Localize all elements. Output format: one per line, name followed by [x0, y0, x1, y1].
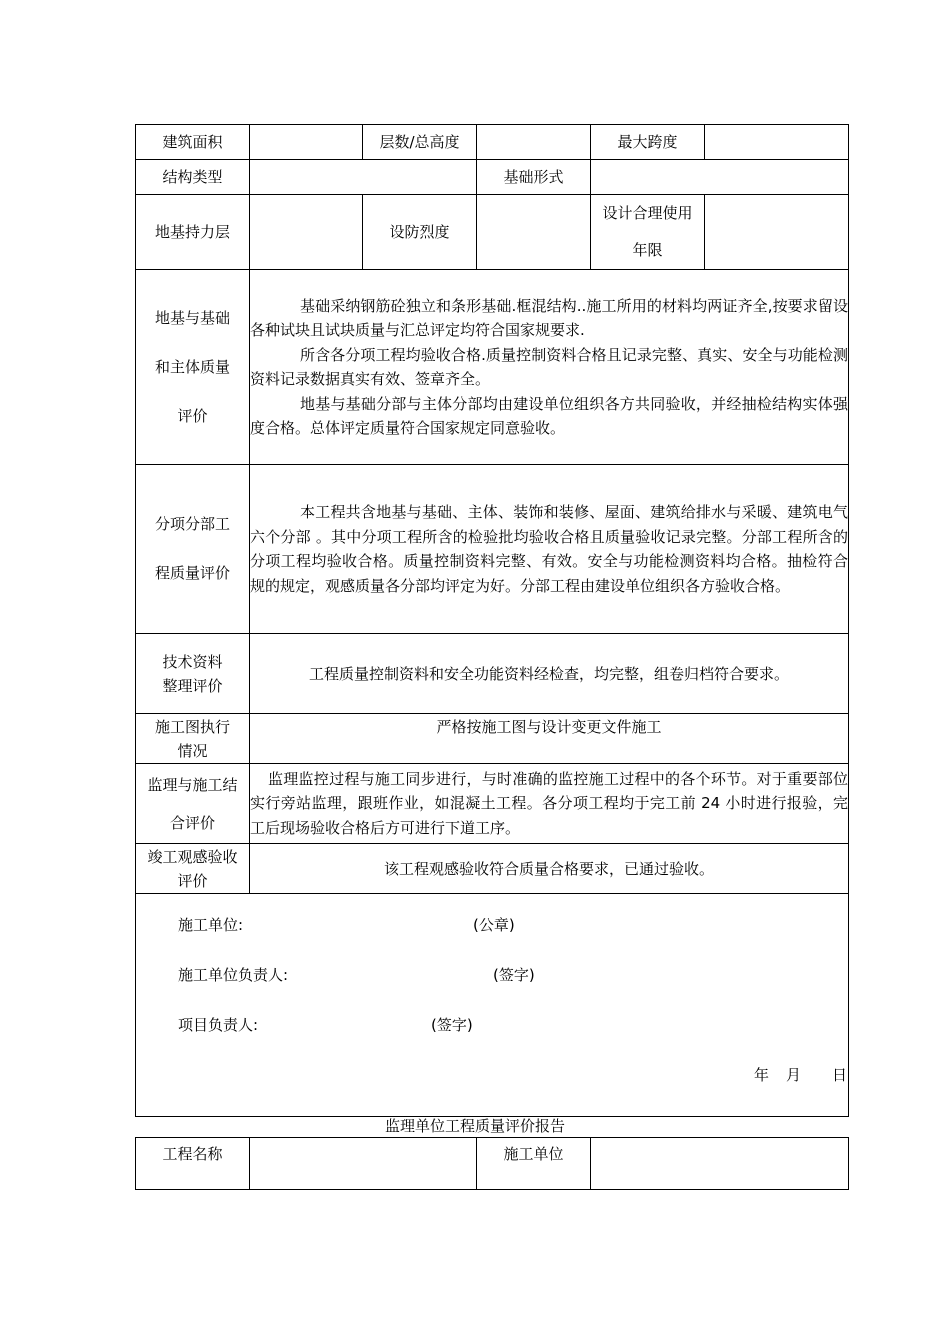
value-seismic-intensity [477, 195, 591, 270]
drawing-execution-text: 严格按施工图与设计变更文件施工 [250, 714, 849, 764]
label-bearing-layer: 地基持力层 [136, 195, 250, 270]
project-head-signature-label: (签字) [431, 1016, 473, 1034]
foundation-label-line3: 评价 [177, 406, 208, 425]
label-structure-type: 结构类型 [136, 160, 250, 195]
division-paragraph: 本工程共含地基与基础、主体、装饰和装修、屋面、建筑给排水与采暖、建筑电气六个分部 。其中分项工程所含的检验批均验收合格且质量验收记录完整。分部工程所含的分项工程均验收合格。质量控制资料完整、有效。安全与功能检测资料均合格。抽检符合规的规定，观感质量各分部均评定为好。分部工程由建设单位组织各方验收合格。 [250, 503, 848, 595]
value-building-area [250, 125, 363, 160]
supervision-label-line2: 合评价 [169, 813, 215, 832]
unit-head-label: 施工单位负责人: [178, 966, 289, 984]
tech-label-line2: 整理评价 [162, 676, 223, 695]
label-construction-unit: 施工单位 [477, 1138, 591, 1190]
acceptance-label-line1: 竣工观感验收 [147, 847, 238, 866]
value-construction-unit [591, 1138, 849, 1190]
supervision-label-line1: 监理与施工结 [147, 775, 238, 794]
label-building-area: 建筑面积 [136, 125, 250, 160]
date-year: 年 [754, 1066, 770, 1084]
foundation-label-line1: 地基与基础 [154, 308, 230, 327]
label-foundation-quality [136, 270, 250, 465]
tech-evaluation-text: 工程质量控制资料和安全功能资料经检查，均完整，组卷归档符合要求。 [250, 634, 849, 714]
division-label-line2: 程质量评价 [154, 564, 230, 582]
label-design-life [591, 195, 705, 270]
label-acceptance [136, 844, 250, 894]
supervision-paragraph: 监理监控过程与施工同步进行，与时准确的监控施工过程中的各个环节。对于重要部位实行旁站监理，跟班作业，如混凝土工程。各分项工程均于完工前 24 小时进行报验，完工后现场验收合格后方可进行下道工序。 [250, 769, 848, 837]
label-project-name: 工程名称 [136, 1138, 250, 1190]
supervision-evaluation-text [250, 764, 849, 844]
value-bearing-layer [250, 195, 363, 270]
value-design-life [705, 195, 849, 270]
value-max-span [705, 125, 849, 160]
report-table [135, 1137, 849, 1190]
date-month: 月 [786, 1066, 802, 1084]
foundation-paragraph-3: 地基与基础分部与主体分部均由建设单位组织各方共同验收，并经抽检结构实体强度合格。总体评定质量符合国家规定同意验收。 [250, 394, 848, 437]
foundation-evaluation-text [250, 270, 849, 465]
tech-label-line1: 技术资料 [162, 652, 223, 671]
design-life-line1: 设计合理使用 [602, 204, 693, 222]
construction-unit-label: 施工单位: [178, 916, 244, 934]
value-foundation-type [591, 160, 849, 195]
label-floors-height: 层数/总高度 [363, 125, 477, 160]
label-division-quality [136, 465, 250, 634]
design-life-line2: 年限 [632, 241, 663, 259]
value-project-name [250, 1138, 477, 1190]
foundation-label-line2: 和主体质量 [154, 357, 230, 376]
project-head-label: 项目负责人: [178, 1016, 259, 1034]
label-foundation-type: 基础形式 [477, 160, 591, 195]
label-seismic-intensity: 设防烈度 [363, 195, 477, 270]
foundation-paragraph-1: 基础采纳钢筋砼独立和条形基础.框混结构..施工所用的材料均两证齐全,按要求留设各种试块且试块质量与汇总评定均符合国家规要求. [250, 296, 848, 339]
acceptance-label-line2: 评价 [177, 871, 208, 890]
unit-head-signature-label: (签字) [493, 966, 535, 984]
report-title: 监理单位工程质量评价报告 [384, 1117, 565, 1135]
value-structure-type [250, 160, 477, 195]
division-label-line1: 分项分部工 [154, 515, 230, 533]
drawing-label-line2: 情况 [177, 741, 208, 760]
label-supervision [136, 764, 250, 844]
label-max-span: 最大跨度 [591, 125, 705, 160]
division-evaluation-text [250, 465, 849, 634]
drawing-label-line1: 施工图执行 [154, 717, 230, 736]
label-drawing-execution [136, 714, 250, 764]
date-day: 日 [832, 1066, 848, 1084]
official-seal-label: (公章) [473, 916, 515, 934]
acceptance-evaluation-text: 该工程观感验收符合质量合格要求，已通过验收。 [250, 844, 849, 894]
label-tech-docs [136, 634, 250, 714]
value-floors-height [477, 125, 591, 160]
foundation-paragraph-2: 所含各分项工程均验收合格.质量控制资料合格且记录完整、真实、安全与功能检测资料记录数据真实有效、签章齐全。 [250, 345, 848, 388]
